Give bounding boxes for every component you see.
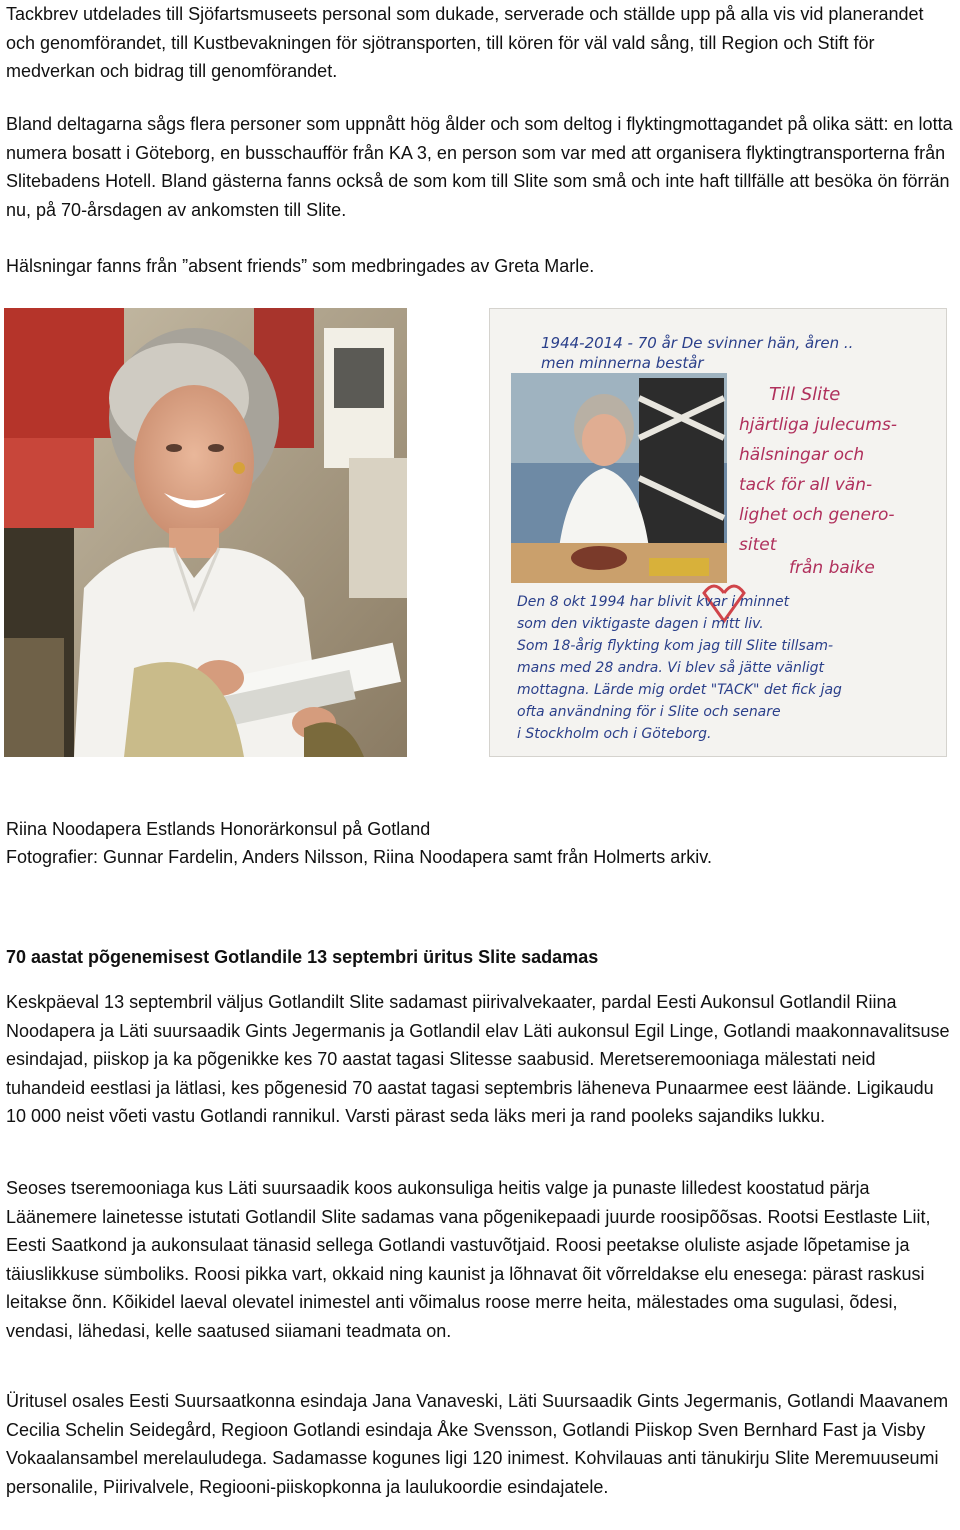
card-line-n: mottagna. Lärde mig ordet "TACK" det fick jag [517, 682, 842, 698]
card-line-a: 1944-2014 - 70 år De svinner hän, åren .. [541, 334, 854, 352]
body-paragraph-2: Seoses tseremooniaga kus Läti suursaadik koos aukonsuliga heitis valge ja punaste lilledest koostatud pärja Läänemere lainetesse istutati Gotlandil Slite sadamas vana põgenikepaadi juurde roosipõõsas. Rootsi Eestlaste Liit, Eesti Saatkond ja aukonsulaat tänasid sellega Gotlandi vastuvõtjaid. Roosi peetakse oluliste asjade lõpetamise ja täiuslikkuse sümboliks. Roosi pikka vart, okkaid ning kaunist ja lõhnavat õit võrreldakse elu enesega: pärast raskusi leitakse õnn. Kõikidel laeval olevatel inimestel anti võimalus roose merre heita, mälestades oma sugulasi, õdesi, vendasi, lähedasi, kelle saatused siiamani teadmata on. [6, 1178, 931, 1341]
top-paragraph-3: Hälsningar fanns från ”absent friends” som medbringades av Greta Marle. [6, 256, 595, 276]
card-line-i: från baike [789, 558, 875, 578]
body-paragraph-3: Üritusel osales Eesti Suursaatkonna esindaja Jana Vanaveski, Läti Suursaadik Gints Jegermanis, Gotlandi Maavanem Cecilia Schelin Seidegård, Regioon Gotlandi esindaja Åke Svensson, Gotlandi Piiskop Sven Bernhard Fast ja Visby Vokaalansambel merelauludega. Sadamasse kogunes ligi 120 inimest. Kohvilauas anti tänukirju Slite Meremuuseumi personalile, Piirivalvele, Regiooni-piiskopkonna ja laulukoordie esindajatele. [6, 1391, 949, 1497]
card-line-o: ofta användning för i Slite och senare [517, 704, 781, 720]
photo-caption-2: Fotografier: Gunnar Fardelin, Anders Nilsson, Riina Noodapera samt från Holmerts arkiv. [6, 847, 712, 867]
card-line-p: i Stockholm och i Göteborg. [517, 726, 712, 742]
card-line-e: hälsningar och [739, 445, 865, 465]
section-heading: 70 aastat põgenemisest Gotlandile 13 septembri üritus Slite sadamas [6, 947, 599, 967]
card-line-h: sitet [739, 535, 777, 555]
top-paragraph-1: Tackbrev utdelades till Sjöfartsmuseets personal som dukade, serverade och ställde upp på alla vis vid planerandet och genomförandet, till Kustbevakningen för sjötransporten, till kören för väl vald sång, till Region och Stift för medverkan och bidrag till genomförandet. [6, 4, 924, 82]
card-line-m: mans med 28 andra. Vi blev så jätte vänligt [517, 660, 825, 676]
photo-caption-1: Riina Noodapera Estlands Honorärkonsul på Gotland [6, 819, 431, 839]
card-line-l: Som 18-årig flykting kom jag till Slite tillsam- [517, 638, 834, 654]
card-line-g: lighet och genero- [739, 505, 895, 525]
body-paragraph-1: Keskpäeval 13 septembril väljus Gotlandilt Slite sadamast piirivalvekaater, pardal Eesti Aukonsul Gotlandil Riina Noodapera ja Läti suursaadik Gints Jegermanis ja Gotlandil elav Läti aukonsul Egil Linge, Gotlandi maakonnavalitsuse esindajad, piiskop ja ka põgenikke kes 70 aastat tagasi Slitesse saabusid. Meretseremooniaga mälestati neid tuhandeid eestlasi ja lätlasi, kes põgenesid 70 aastat tagasi septembris läheneva Punaarmee eest läände. Ligikaudu 10 000 neist võeti vastu Gotlandi rannikul. Varsti pärast seda läks meri ja rand pooleks sajandiks lukku. [6, 992, 950, 1127]
handwritten-card-photo [489, 308, 947, 757]
card-line-k: som den viktigaste dagen i mitt liv. [517, 616, 764, 632]
card-line-j: Den 8 okt 1994 har blivit kvar i minnet [517, 594, 790, 610]
card-line-f: tack för all vän- [739, 475, 873, 495]
card-line-b: men minnerna består [541, 354, 704, 372]
card-line-c: Till Slite [769, 384, 841, 405]
portrait-photo [4, 308, 407, 757]
card-line-d: hjärtliga julecums- [739, 415, 897, 435]
top-paragraph-2: Bland deltagarna sågs flera personer som uppnått hög ålder och som deltog i flyktingmottagandet på olika sätt: en lotta numera bosatt i Göteborg, en busschaufför från KA 3, en person som var med att organisera flyktingtransporterna från Slitebadens Hotell. Bland gästerna fanns också de som kom till Slite som små och inte haft tillfälle att besöka ön förrän nu, på 70-årsdagen av ankomsten till Slite. [6, 114, 953, 220]
